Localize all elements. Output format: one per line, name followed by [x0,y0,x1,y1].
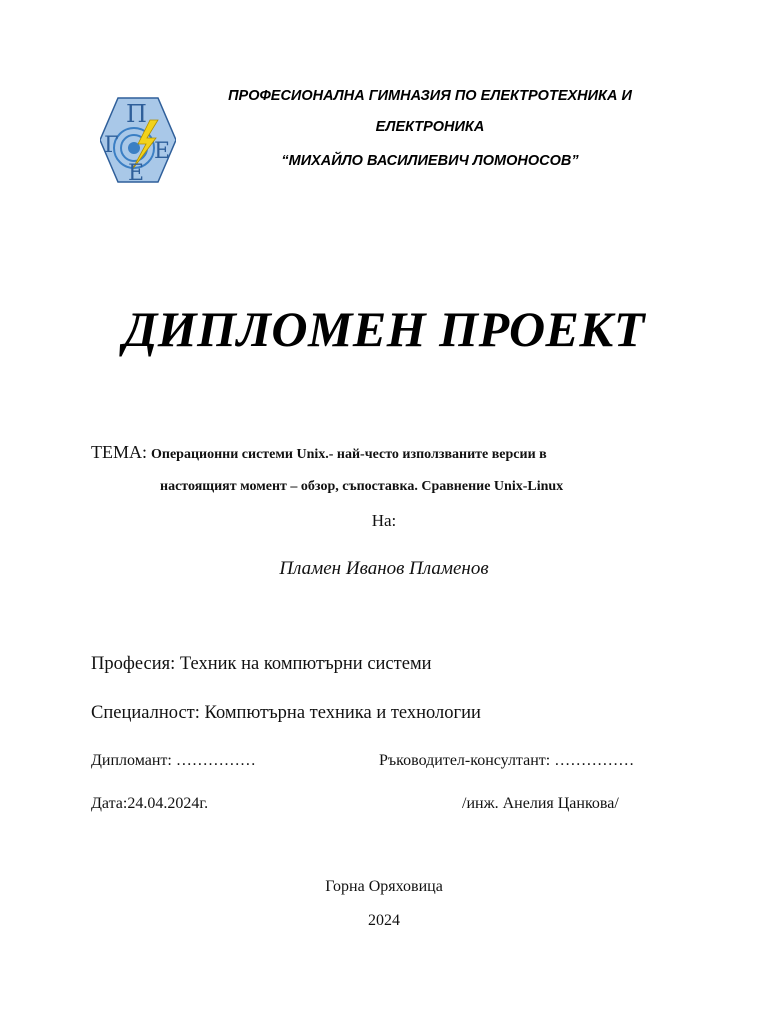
topic-label: ТЕМА: [91,442,147,462]
school-name-line1: ПРОФЕСИОНАЛНА ГИМНАЗИЯ ПО ЕЛЕКТРОТЕХНИКА И [228,88,632,104]
logo-letter-g: Г [104,133,119,158]
student-name: Пламен Иванов Пламенов [279,558,489,579]
logo-letter-e2: Е [128,161,145,184]
document-title: ДИПЛОМЕН ПРОЕКТ [123,301,645,357]
supervisor-name: /инж. Анелия Цанкова/ [462,795,619,812]
supervisor-signature: Ръководител-консултант: …………… [379,752,635,769]
profession: Професия: Техник на компютърни системи [91,654,432,674]
topic-text-1: Операционни системи Unix.- най-често използваните версии в [151,447,547,462]
date: Дата:24.04.2024г. [91,795,209,812]
logo-letter-p: П [126,100,147,128]
logo-letter-e1: Е [154,139,171,164]
school-name-line3: “МИХАЙЛО ВАСИЛИЕВИЧ ЛОМОНОСОВ” [281,153,579,169]
school-logo [100,96,176,184]
year: 2024 [368,912,400,929]
for-label: На: [371,511,397,530]
school-name-line2: ЕЛЕКТРОНИКА [375,119,485,135]
topic-text-2: настоящият момент – обзор, съпоставка. Сравнение Unix-Linux [160,479,564,494]
city: Горна Оряховица [325,878,443,895]
specialty: Специалност: Компютърна техника и технологии [91,703,481,723]
graduate-signature: Дипломант: …………… [91,752,256,769]
topic-line-1 [91,442,547,463]
